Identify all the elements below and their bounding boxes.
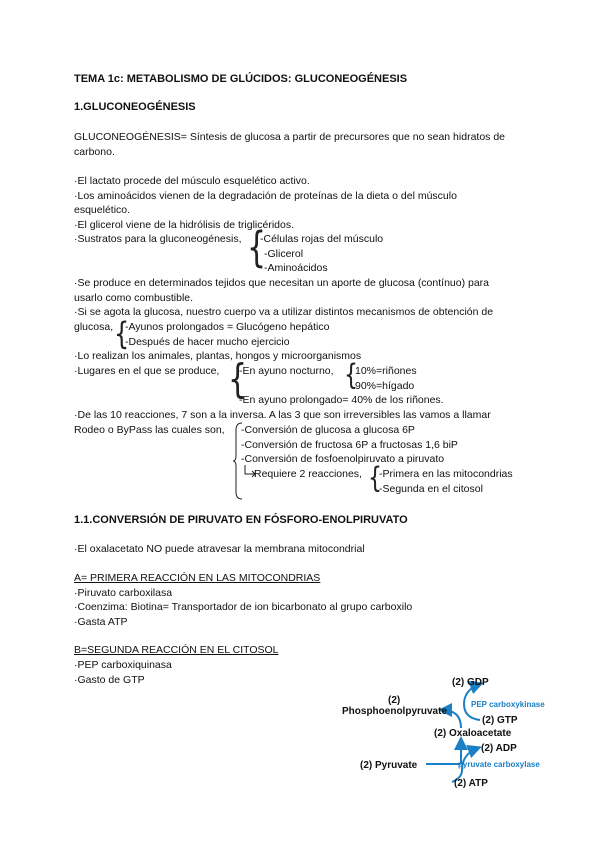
label-pyruvate-carboxylase: pyruvate carboxylase bbox=[458, 760, 540, 769]
brace-icon: { bbox=[114, 315, 130, 352]
list-item: -Ayunos prolongados = Glucógeno hepático bbox=[125, 321, 330, 333]
bullet-tejidos: ·Se produce en determinados tejidos que necesitan un aporte de glucosa (contínuo) para bbox=[74, 277, 490, 289]
list-item: -Aminoácidos bbox=[264, 262, 328, 274]
bullet-reacciones: ·De las 10 reacciones, 7 son a la inversa. A las 3 que son irreversibles las vamos a llamar bbox=[74, 409, 491, 421]
bullet-lactato: ·El lactato procede del músculo esquelético activo. bbox=[74, 175, 310, 187]
list-item: Requiere 2 reacciones, bbox=[254, 468, 362, 480]
list-item: 90%=hígado bbox=[355, 380, 415, 392]
page-title: TEMA 1c: METABOLISMO DE GLÚCIDOS: GLUCONEOGÉNESIS bbox=[74, 73, 408, 85]
bullet-sustratos: ·Sustratos para la gluconeogénesis, bbox=[74, 233, 242, 245]
label-pep-carboxykinase: PEP carboxykinase bbox=[471, 700, 545, 709]
list-item: -Conversión de glucosa a glucosa 6P bbox=[241, 424, 415, 436]
bullet-reacciones-label: Rodeo o ByPass las cuales son, bbox=[74, 424, 225, 436]
list-item: ·Coenzima: Biotina= Transportador de ion bicarbonato al grupo carboxilo bbox=[74, 601, 413, 613]
bullet-lugares: ·Lugares en el que se produce, bbox=[74, 365, 220, 377]
list-item: -En ayuno prolongado= 40% de los riñones. bbox=[239, 394, 444, 406]
bullet-tejidos-cont: usarlo como combustible. bbox=[74, 292, 194, 304]
label-phosphoenolpyruvate: Phosphoenolpyruvate bbox=[342, 706, 448, 717]
definition-line: GLUCONEOGÉNESIS= Síntesis de glucosa a partir de precursores que no sean hidratos de bbox=[74, 131, 506, 143]
list-item: -Células rojas del músculo bbox=[260, 233, 384, 245]
list-item: -Conversión de fosfoenolpiruvato a piruvato bbox=[241, 453, 445, 465]
brace-icon: { bbox=[228, 355, 248, 404]
brace-icon: { bbox=[247, 223, 267, 273]
list-item: -Segunda en el citosol bbox=[379, 483, 483, 495]
label-pyruvate: (2) Pyruvate bbox=[360, 760, 418, 771]
bullet-aminoacidos: ·Los aminoácidos vienen de la degradación de proteínas de la dieta o del músculo bbox=[74, 190, 457, 202]
bullet-agota-label: glucosa, bbox=[74, 321, 114, 333]
label-atp: (2) ATP bbox=[454, 778, 488, 789]
list-item: -Glicerol bbox=[264, 248, 304, 260]
bullet-organismos: ·Lo realizan los animales, plantas, hongos y microorganismos bbox=[74, 350, 362, 362]
bullet-agota: ·Si se agota la glucosa, nuestro cuerpo va a utilizar distintos mecanismos de obtención de bbox=[74, 306, 494, 318]
list-item: ·PEP carboxiquinasa bbox=[74, 659, 172, 671]
subheading-primera-reaccion: A= PRIMERA REACCIÓN EN LAS MITOCONDRIAS bbox=[74, 572, 321, 584]
label-pep-count: (2) bbox=[388, 695, 401, 706]
label-adp: (2) ADP bbox=[481, 743, 517, 754]
list-item: ·Gasta ATP bbox=[74, 616, 128, 628]
bullet-oxalacetato: ·El oxalacetato NO puede atravesar la membrana mitocondrial bbox=[74, 543, 365, 555]
list-item: ·Piruvato carboxilasa bbox=[74, 587, 173, 599]
label-gdp: (2) GDP bbox=[452, 677, 489, 688]
label-oxaloacetate: (2) Oxaloacetate bbox=[434, 728, 512, 739]
brace-icon: { bbox=[344, 359, 358, 392]
list-item: -Primera en las mitocondrias bbox=[379, 468, 513, 480]
subheading-segunda-reaccion: B=SEGUNDA REACCIÓN EN EL CITOSOL bbox=[74, 644, 279, 656]
gluconeogenesis-diagram bbox=[330, 670, 590, 835]
bullet-glicerol: ·El glicerol viene de la hidrólisis de triglicéridos. bbox=[74, 219, 295, 231]
section-heading-conversion: 1.1.CONVERSIÓN DE PIRUVATO EN FÓSFORO-ENOLPIRUVATO bbox=[74, 514, 408, 526]
label-gtp: (2) GTP bbox=[482, 715, 518, 726]
definition-line: carbono. bbox=[74, 146, 115, 158]
list-item: 10%=riñones bbox=[355, 365, 417, 377]
brace-icon: { bbox=[368, 462, 382, 495]
list-item: -En ayuno nocturno, bbox=[239, 365, 334, 377]
list-item: -Conversión de fructosa 6P a fructosas 1,6 biP bbox=[241, 439, 458, 451]
section-heading-gluconeogenesis: 1.GLUCONEOGÉNESIS bbox=[74, 101, 196, 113]
bullet-aminoacidos-cont: esquelético. bbox=[74, 204, 131, 216]
list-item: ·Gasto de GTP bbox=[74, 674, 145, 686]
list-item: -Después de hacer mucho ejercicio bbox=[125, 336, 290, 348]
